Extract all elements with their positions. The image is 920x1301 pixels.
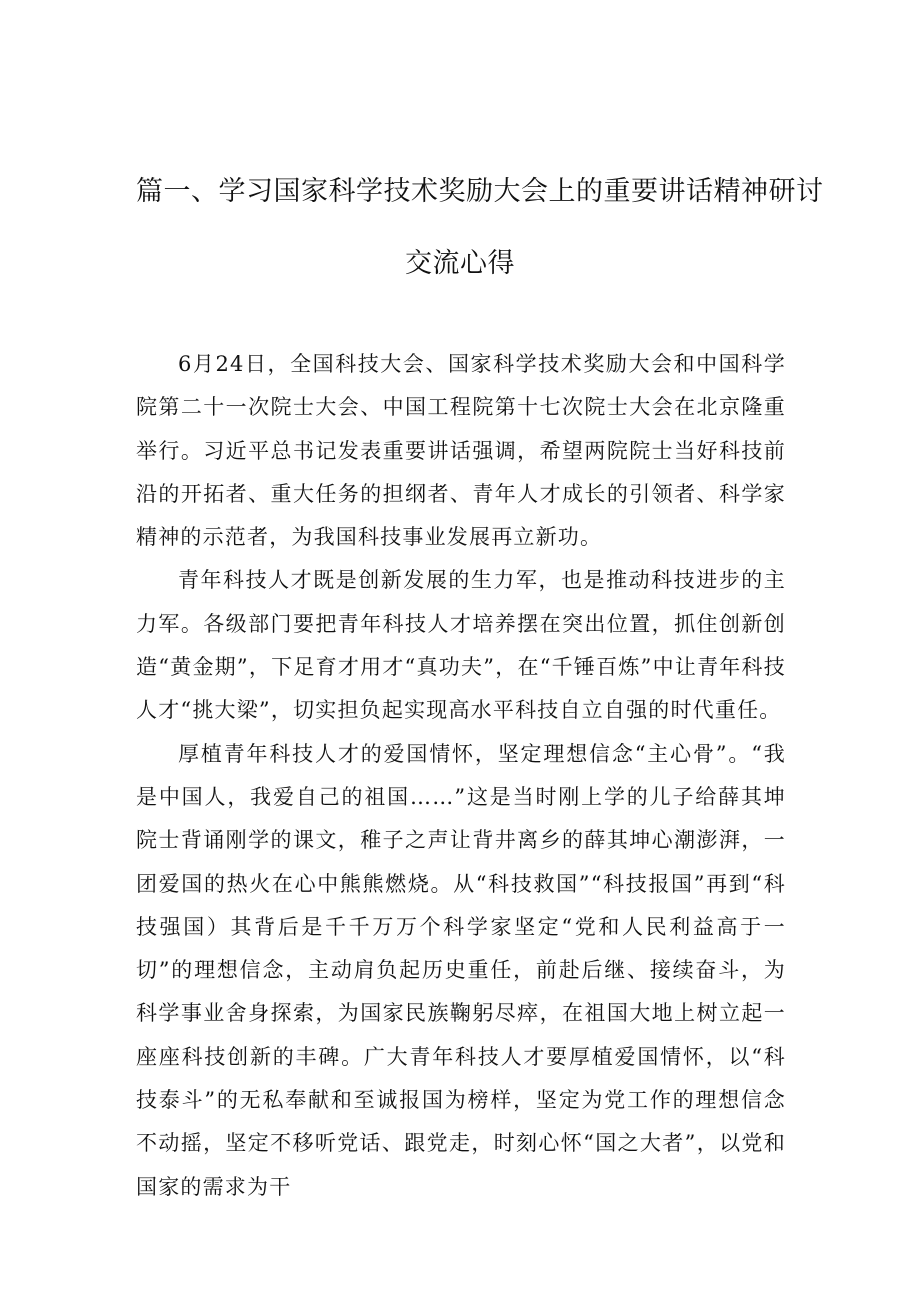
paragraph-1: 6月24日，全国科技大会、国家科学技术奖励大会和中国科学院第二十一次院士大会、中国工程院第十七次院士大会在北京隆重举行。习近平总书记发表重要讲话强调，希望两院院士当好科技前沿的开拓者、重大任务的担纲者、青年人才成长的引领者、科学家精神的示范者，为我国科技事业发展再立新功。 xyxy=(136,352,786,550)
paragraph-2: 青年科技人才既是创新发展的生力军，也是推动科技进步的主力军。各级部门要把青年科技人才培养摆在突出位置，抓住创新创造“黄金期”，下足育才用才“真功夫”，在“千锤百炼”中让青年科技人才“挑大梁”，切实担负起实现高水平科技自立自强的时代重任。 xyxy=(136,568,786,723)
document-title-line-1: 篇一、学习国家科学技术奖励大会上的重要讲话精神研讨 xyxy=(136,176,824,207)
paragraph-3: 厚植青年科技人才的爱国情怀，坚定理想信念“主心骨”。“我是中国人，我爱自己的祖国……”这是当时刚上学的儿子给薛其坤院士背诵刚学的课文，稚子之声让背井离乡的薛其坤心潮澎湃，一团爱国的热火在心中熊熊燃烧。从“科技救国”“科技报国”再到“科技强国）其背后是千千万万个科学家坚定“党和人民利益高于一切”的理想信念，主动肩负起历史重任，前赴后继、接续奋斗，为科学事业舍身探索，为国家民族鞠躬尽瘁，在祖国大地上树立起一座座科技创新的丰碑。广大青年科技人才要厚植爱国情怀，以“科技泰斗”的无私奉献和至诚报国为榜样，坚定为党工作的理想信念不动摇，坚定不移听党话、跟党走，时刻心怀“国之大者”，以党和国家的需求为干 xyxy=(136,741,786,1199)
document-title-line-2: 交流心得 xyxy=(405,248,515,279)
document-body xyxy=(136,343,786,1209)
